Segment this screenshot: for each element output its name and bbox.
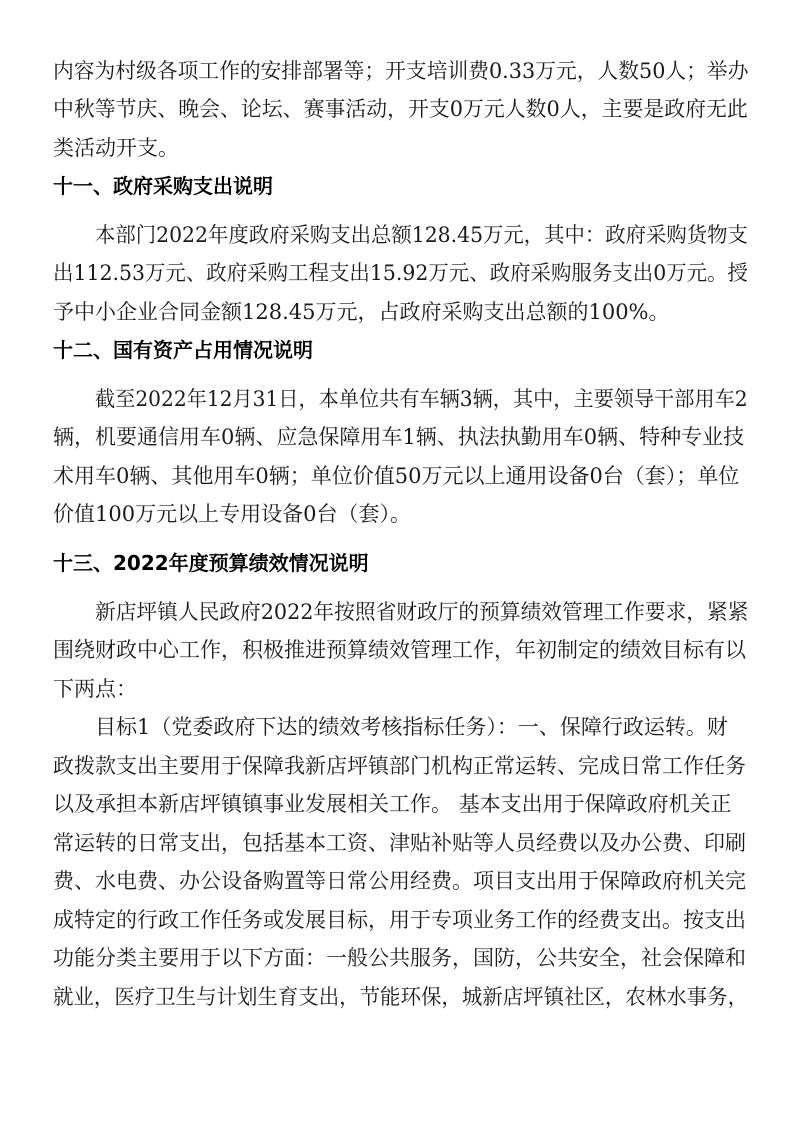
body-text-line: 新店坪镇人民政府2022年按照省财政厅的预算绩效管理工作要求，紧紧 [95, 600, 749, 624]
body-text-line: 以及承担本新店坪镇镇事业发展相关工作。 基本支出用于保障政府机关正 [53, 792, 732, 816]
body-text-line: 本部门2022年度政府采购支出总额128.45万元，其中：政府采购货物支 [95, 223, 748, 247]
body-text-line: 功能分类主要用于以下方面：一般公共服务，国防，公共安全，社会保障和 [53, 946, 746, 970]
body-text-line: 价值100万元以上专用设备0台（套）。 [53, 502, 411, 526]
body-text-line: 目标1（党委政府下达的绩效考核指标任务）：一、保障行政运转。财 [95, 715, 728, 739]
body-text-line: 截至2022年12月31日，本单位共有车辆3辆，其中，主要领导干部用车2 [95, 387, 748, 411]
body-text-line: 下两点： [53, 677, 137, 701]
body-text-line: 类活动开支。 [53, 136, 179, 160]
body-text-line: 内容为村级各项工作的安排部署等；开支培训费0.33万元，人数50人；举办 [53, 59, 749, 83]
body-text-line: 就业，医疗卫生与计划生育支出，节能环保，城新店坪镇社区，农林水事务， [53, 985, 749, 1009]
body-text-line: 出112.53万元、政府采购工程支出15.92万元、政府采购服务支出0万元。授 [53, 261, 748, 285]
body-text-line: 成特定的行政工作任务或发展目标，用于专项业务工作的经费支出。按支出 [53, 908, 746, 932]
body-text-line: 中秋等节庆、晚会、论坛、赛事活动，开支0万元人数0人，主要是政府无此 [53, 97, 748, 121]
section-heading-12: 十二、国有资产占用情况说明 [53, 338, 313, 362]
body-text-line: 围绕财政中心工作，积极推进预算绩效管理工作，年初制定的绩效目标有以 [53, 638, 746, 662]
section-heading-11: 十一、政府采购支出说明 [53, 174, 273, 198]
body-text-line: 费、水电费、办公设备购置等日常公用经费。项目支出用于保障政府机关完 [53, 869, 746, 893]
body-text-line: 予中小企业合同金额128.45万元，占政府采购支出总额的100%。 [53, 300, 670, 324]
body-text-line: 常运转的日常支出，包括基本工资、津贴补贴等人员经费以及办公费、印刷 [53, 831, 746, 855]
body-text-line: 政拨款支出主要用于保障我新店坪镇部门机构正常运转、完成日常工作任务 [53, 754, 746, 778]
section-heading-13: 十三、2022年度预算绩效情况说明 [53, 551, 369, 575]
body-text-line: 术用车0辆、其他用车0辆；单位价值50万元以上通用设备0台（套）；单位 [53, 464, 740, 488]
body-text-line: 辆，机要通信用车0辆、应急保障用车1辆、执法执勤用车0辆、特种专业技 [53, 425, 745, 449]
